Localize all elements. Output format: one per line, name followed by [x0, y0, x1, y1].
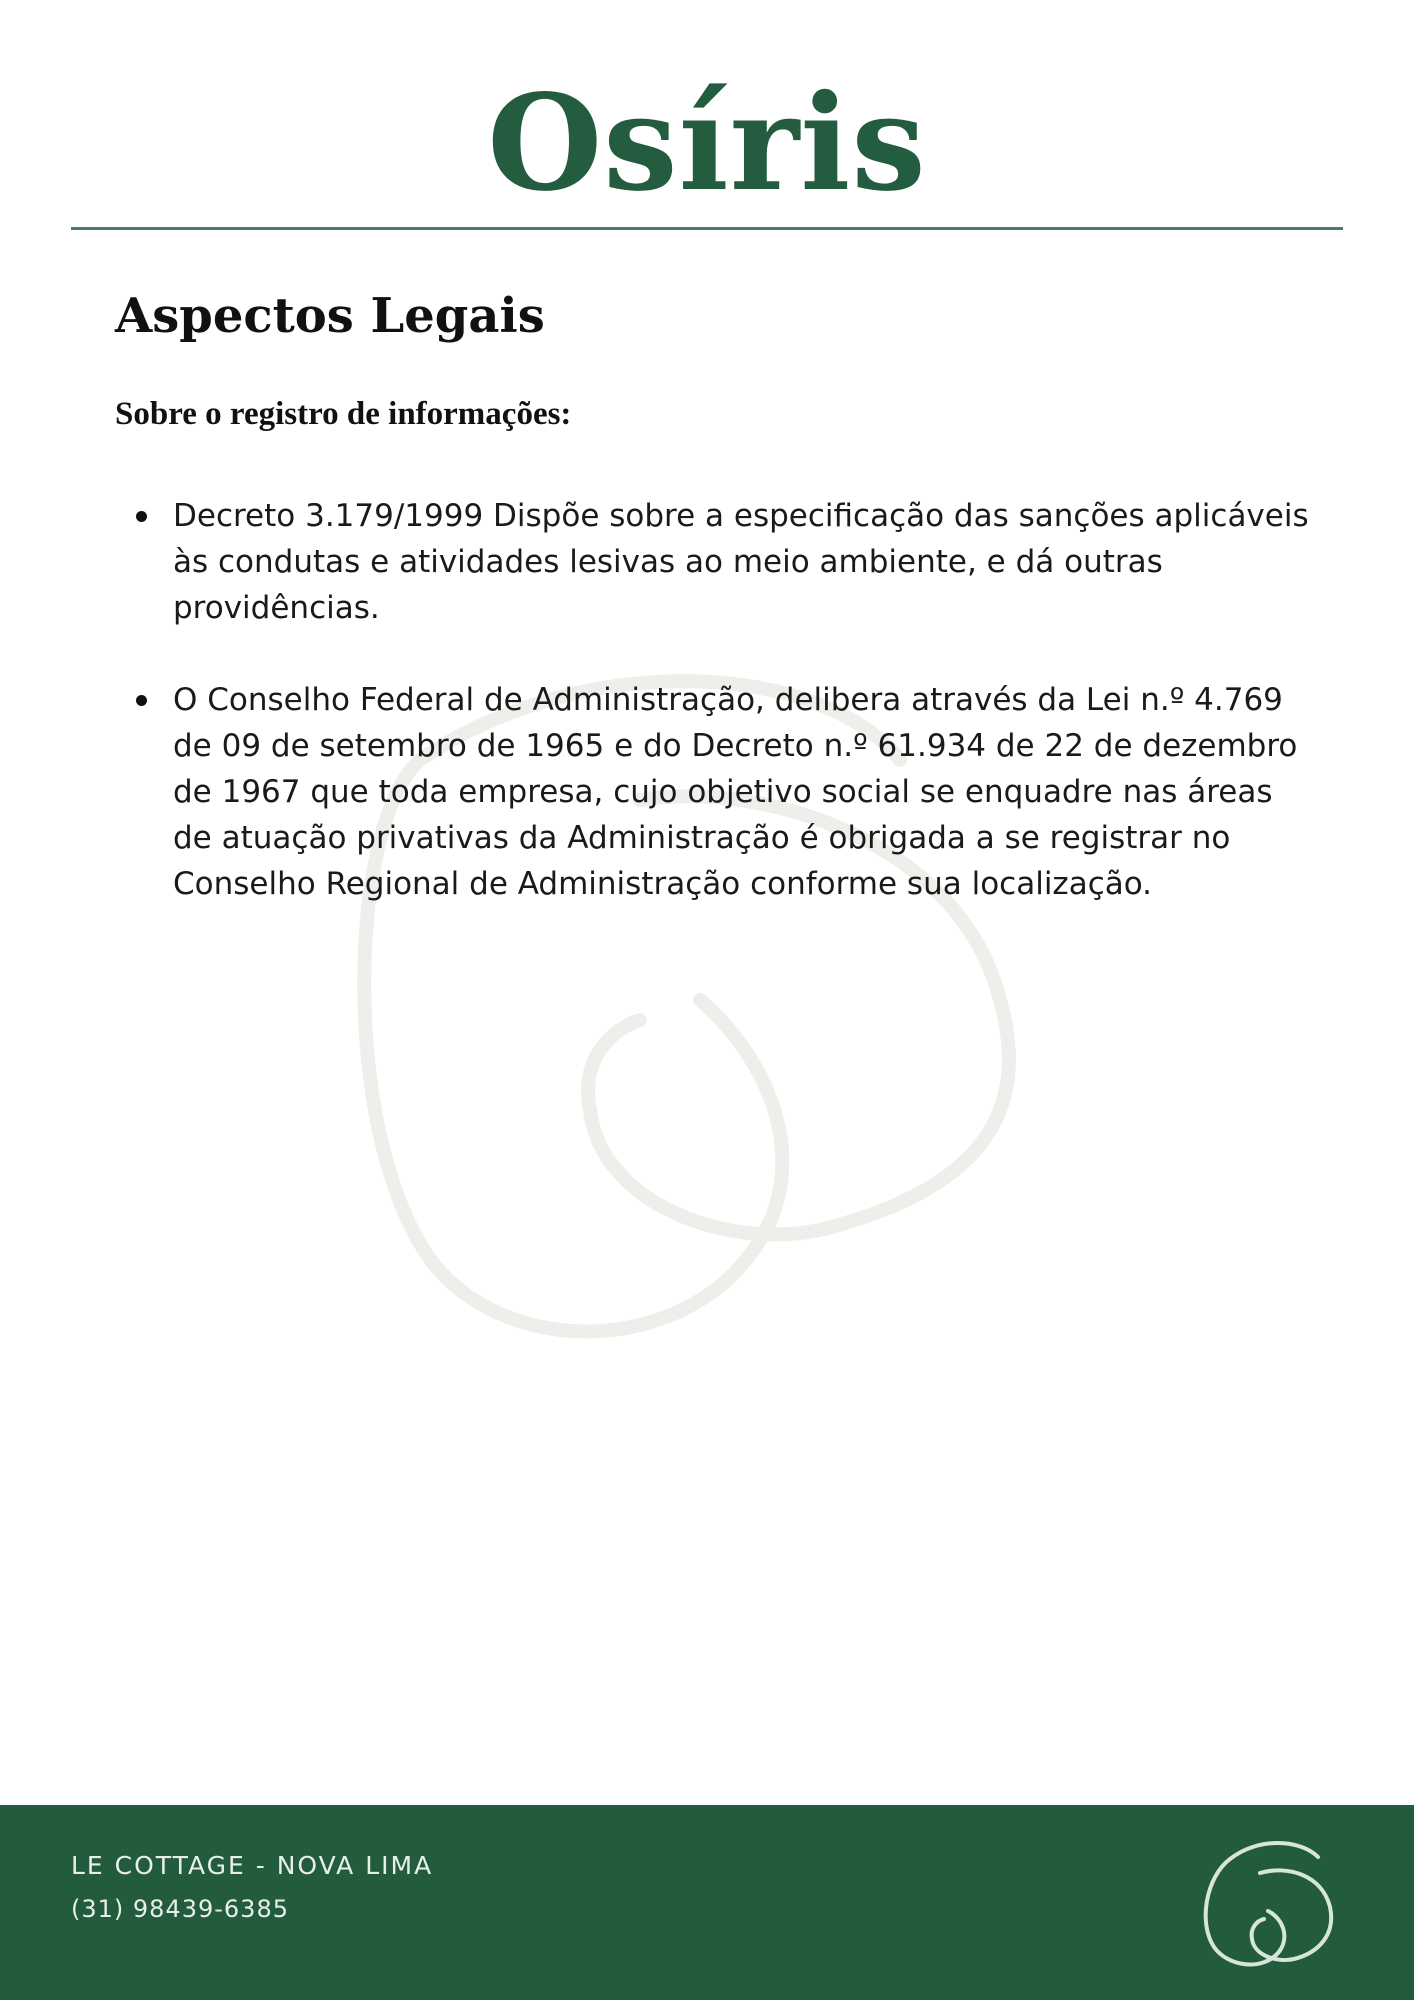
- footer-location: LE COTTAGE - NOVA LIMA: [71, 1851, 434, 1880]
- list-item: [115, 493, 1315, 631]
- monogram-logo-icon: [1196, 1835, 1340, 1975]
- list-item: [115, 677, 1315, 907]
- legal-bullet-list: [115, 493, 1315, 953]
- section-title: Aspectos Legais: [115, 288, 545, 344]
- subheading: Sobre o registro de informações:: [115, 396, 572, 432]
- brand-title: Osíris: [487, 66, 927, 221]
- bullet-icon: [136, 695, 147, 706]
- bullet-icon: [136, 511, 147, 522]
- header-divider: [71, 227, 1343, 230]
- list-item-text: Decreto 3.179/1999 Dispõe sobre a especificação das sanções aplicáveis às condutas e atividades lesivas ao meio ambiente, e dá outras providências.: [173, 498, 1309, 626]
- footer-phone: (31) 98439-6385: [71, 1895, 289, 1923]
- list-item-text: O Conselho Federal de Administração, delibera através da Lei n.º 4.769 de 09 de setembro de 1965 e do Decreto n.º 61.934 de 22 de dezembro de 1967 que toda empresa, cujo objetivo social se enquadre nas áreas de atuação privativas da Administração é obrigada a se registrar no Conselho Regional de Administração conforme sua localização.: [173, 682, 1298, 902]
- footer-bar: [0, 1805, 1414, 2000]
